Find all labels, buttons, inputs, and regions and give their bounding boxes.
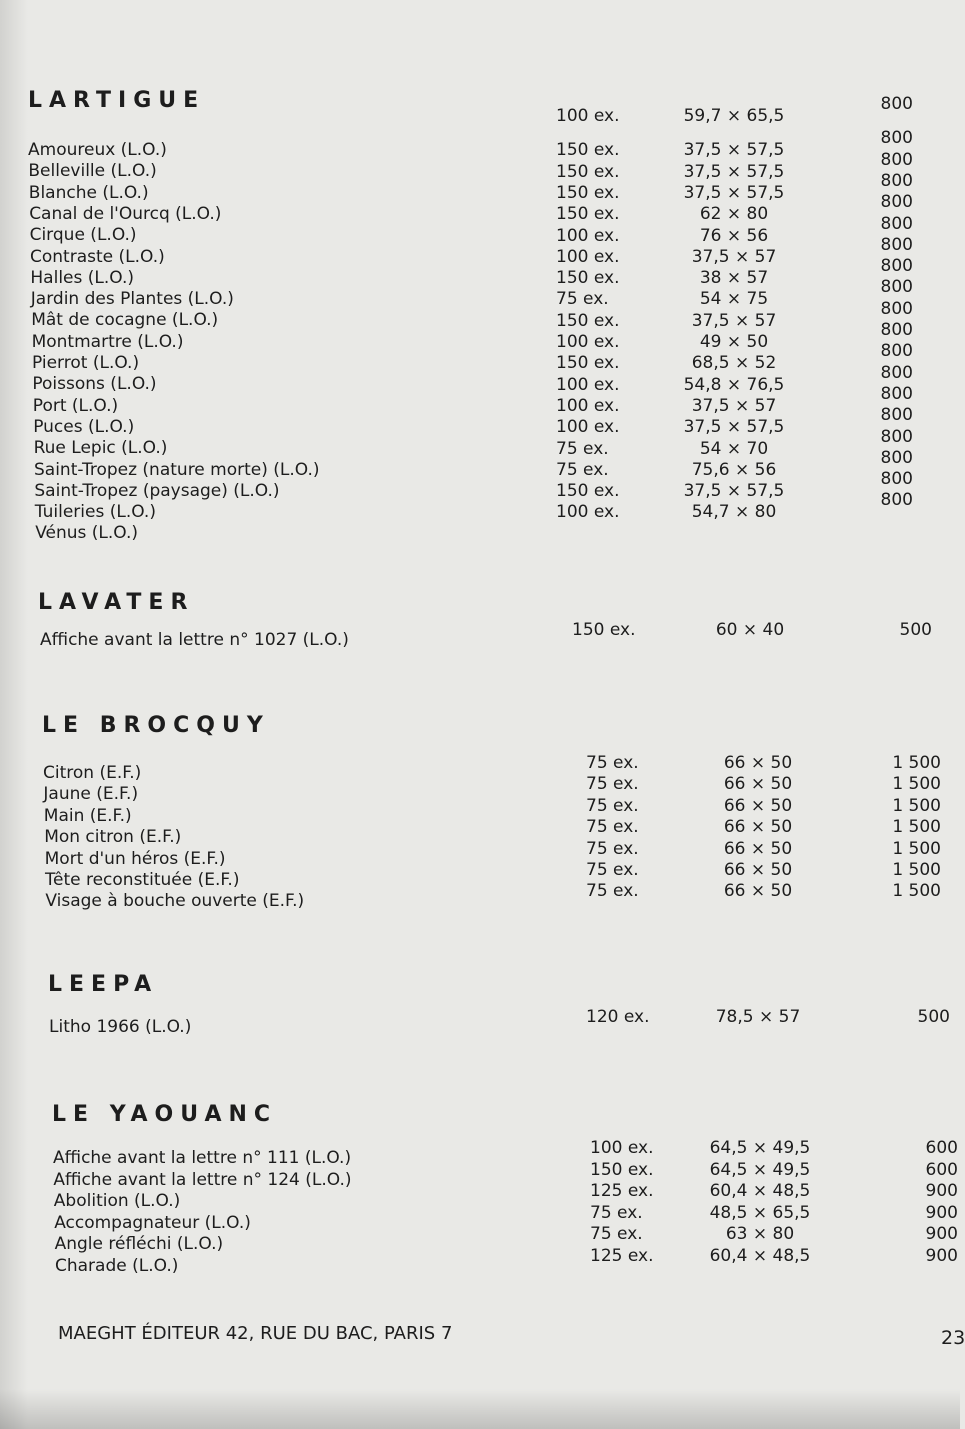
dimensions: 48,5 × 65,5 <box>709 1202 811 1223</box>
work-title: Canal de l'Ourcq (L.O.) <box>29 203 222 224</box>
dimensions: 49 × 50 <box>699 332 769 352</box>
edition-size: 75 ex. <box>586 753 639 773</box>
dimensions: 63 × 80 <box>725 1224 795 1245</box>
price: 800 <box>880 234 913 255</box>
dimensions: 66 × 50 <box>723 881 793 902</box>
price: 900 <box>925 1246 958 1266</box>
edition-size: 150 ex. <box>556 204 620 225</box>
price: 800 <box>880 128 913 149</box>
edition-size: 150 ex. <box>572 620 636 640</box>
work-title: Puces (L.O.) <box>33 416 135 437</box>
work-title: Mât de cocagne (L.O.) <box>31 310 219 331</box>
work-title: Saint-Tropez (nature morte) (L.O.) <box>34 459 320 480</box>
dimensions: 59,7 × 65,5 <box>683 106 785 126</box>
work-title: Affiche avant la lettre n° 124 (L.O.) <box>53 1169 352 1190</box>
dimensions: 66 × 50 <box>723 753 793 773</box>
work-title: Tête reconstituée (E.F.) <box>45 870 240 890</box>
edition-size: 75 ex. <box>556 438 609 459</box>
work-title: Jardin des Plantes (L.O.) <box>30 289 234 310</box>
edition-size: 75 ex. <box>556 459 609 480</box>
price: 800 <box>880 170 913 191</box>
work-title: Jaune (E.F.) <box>43 784 139 805</box>
dimensions: 54,7 × 80 <box>691 502 777 523</box>
catalog-row <box>0 881 960 912</box>
price: 800 <box>880 277 913 298</box>
price: 800 <box>880 320 913 340</box>
price: 800 <box>880 256 913 277</box>
dimensions: 60,4 × 48,5 <box>709 1246 811 1266</box>
work-title: Main (E.F.) <box>43 805 132 826</box>
edition-size: 120 ex. <box>586 1007 650 1027</box>
price: 500 <box>899 620 932 640</box>
work-title: Visage à bouche ouverte (E.F.) <box>45 891 305 912</box>
work-title: Charade (L.O.) <box>55 1256 179 1276</box>
dimensions: 54 × 75 <box>699 289 769 310</box>
edition-size: 150 ex. <box>556 161 620 182</box>
dimensions: 75,6 × 56 <box>691 459 777 480</box>
work-title: Belleville (L.O.) <box>28 161 157 182</box>
work-title: Rue Lepic (L.O.) <box>33 438 168 459</box>
dimensions: 66 × 50 <box>723 817 793 838</box>
edition-size: 100 ex. <box>556 502 620 523</box>
price: 800 <box>880 298 913 319</box>
publisher-footer: MAEGHT ÉDITEUR 42, RUE DU BAC, PARIS 7 <box>58 1323 453 1344</box>
edition-size: 125 ex. <box>590 1181 654 1202</box>
edition-size: 75 ex. <box>586 838 639 859</box>
price: 900 <box>925 1224 958 1245</box>
edition-size: 75 ex. <box>590 1202 643 1223</box>
edition-size: 100 ex. <box>556 332 620 352</box>
dimensions: 54 × 70 <box>699 438 769 459</box>
price: 600 <box>925 1159 958 1180</box>
edition-size: 75 ex. <box>556 289 609 310</box>
dimensions: 64,5 × 49,5 <box>709 1138 811 1158</box>
edition-size: 100 ex. <box>556 374 620 395</box>
price: 1 500 <box>892 838 941 859</box>
work-title: Accompagnateur (L.O.) <box>54 1212 251 1233</box>
dimensions: 37,5 × 57 <box>691 310 777 331</box>
work-title: Citron (E.F.) <box>43 763 142 783</box>
work-title: Halles (L.O.) <box>30 267 134 288</box>
price: 1 500 <box>892 881 941 902</box>
edition-size: 75 ex. <box>586 860 639 880</box>
edition-size: 100 ex. <box>590 1138 654 1158</box>
price: 800 <box>880 192 913 213</box>
price: 1 500 <box>892 795 941 816</box>
work-title: Litho 1966 (L.O.) <box>49 1017 192 1037</box>
dimensions: 64,5 × 49,5 <box>709 1159 811 1180</box>
catalog-row <box>0 1007 960 1038</box>
price: 800 <box>880 490 913 511</box>
edition-size: 100 ex. <box>556 246 620 267</box>
edition-size: 150 ex. <box>556 140 620 161</box>
work-title: Tuileries (L.O.) <box>34 502 156 523</box>
edition-size: 150 ex. <box>556 182 620 203</box>
work-title: Angle réfléchi (L.O.) <box>54 1234 224 1255</box>
catalog-row <box>0 1246 960 1277</box>
artist-heading: LEEPA <box>48 972 159 997</box>
edition-size: 75 ex. <box>586 795 639 816</box>
catalog-row <box>0 620 960 651</box>
edition-size: 75 ex. <box>590 1224 643 1245</box>
edition-size: 75 ex. <box>586 817 639 838</box>
price: 800 <box>880 426 913 447</box>
price: 900 <box>925 1181 958 1202</box>
work-title: Saint-Tropez (paysage) (L.O.) <box>34 480 280 501</box>
price: 1 500 <box>892 753 941 773</box>
work-title: Vénus (L.O.) <box>35 523 139 544</box>
edition-size: 150 ex. <box>556 268 620 289</box>
price: 800 <box>880 383 913 404</box>
dimensions: 37,5 × 57,5 <box>683 481 785 502</box>
edition-size: 150 ex. <box>556 353 620 374</box>
edition-size: 100 ex. <box>556 106 620 126</box>
dimensions: 60 × 40 <box>715 620 785 640</box>
artist-heading: LE YAOUANC <box>52 1102 278 1127</box>
work-title: Port (L.O.) <box>32 395 119 416</box>
price: 600 <box>925 1138 958 1158</box>
price: 800 <box>880 341 913 362</box>
artist-heading: LARTIGUE <box>28 88 206 113</box>
edition-size: 125 ex. <box>590 1246 654 1266</box>
work-title: Poissons (L.O.) <box>32 374 157 395</box>
price: 1 500 <box>892 817 941 838</box>
dimensions: 37,5 × 57,5 <box>683 140 785 161</box>
price: 1 500 <box>892 774 941 795</box>
edition-size: 100 ex. <box>556 395 620 416</box>
dimensions: 68,5 × 52 <box>691 353 777 374</box>
work-title: Affiche avant la lettre n° 1027 (L.O.) <box>40 630 349 650</box>
dimensions: 66 × 50 <box>723 860 793 880</box>
price: 800 <box>880 362 913 383</box>
price: 500 <box>917 1007 950 1027</box>
price: 1 500 <box>892 860 941 880</box>
work-title: Mort d'un héros (E.F.) <box>44 848 226 869</box>
work-title: Abolition (L.O.) <box>53 1191 181 1212</box>
edition-size: 100 ex. <box>556 225 620 246</box>
price: 900 <box>925 1202 958 1223</box>
edition-size: 150 ex. <box>556 481 620 502</box>
dimensions: 38 × 57 <box>699 268 769 289</box>
dimensions: 37,5 × 57,5 <box>683 417 785 438</box>
work-title: Blanche (L.O.) <box>28 182 149 203</box>
artist-heading: LE BROCQUY <box>42 713 270 738</box>
work-title: Affiche avant la lettre n° 111 (L.O.) <box>53 1148 352 1168</box>
page-number: 23 <box>941 1327 965 1349</box>
dimensions: 78,5 × 57 <box>715 1007 801 1027</box>
dimensions: 37,5 × 57 <box>691 395 777 416</box>
work-title: Pierrot (L.O.) <box>32 353 140 373</box>
price: 800 <box>880 469 913 490</box>
edition-size: 150 ex. <box>590 1159 654 1180</box>
price: 800 <box>880 94 913 114</box>
dimensions: 66 × 50 <box>723 838 793 859</box>
price: 800 <box>880 405 913 426</box>
work-title: Contraste (L.O.) <box>30 246 165 267</box>
work-title: Cirque (L.O.) <box>29 225 137 246</box>
dimensions: 60,4 × 48,5 <box>709 1181 811 1202</box>
dimensions: 62 × 80 <box>699 204 769 225</box>
work-title: Amoureux (L.O.) <box>28 140 167 160</box>
dimensions: 76 × 56 <box>699 225 769 246</box>
dimensions: 66 × 50 <box>723 774 793 795</box>
dimensions: 54,8 × 76,5 <box>683 374 785 395</box>
work-title: Mon citron (E.F.) <box>44 827 182 848</box>
price: 800 <box>880 447 913 468</box>
edition-size: 75 ex. <box>586 774 639 795</box>
artist-heading: LAVATER <box>38 590 195 615</box>
dimensions: 37,5 × 57 <box>691 246 777 267</box>
dimensions: 37,5 × 57,5 <box>683 182 785 203</box>
page-bottom-shadow <box>0 1389 960 1429</box>
edition-size: 100 ex. <box>556 417 620 438</box>
dimensions: 66 × 50 <box>723 795 793 816</box>
price: 800 <box>880 213 913 234</box>
edition-size: 150 ex. <box>556 310 620 331</box>
price: 800 <box>880 149 913 170</box>
dimensions: 37,5 × 57,5 <box>683 161 785 182</box>
edition-size: 75 ex. <box>586 881 639 902</box>
work-title: Montmartre (L.O.) <box>31 331 184 352</box>
